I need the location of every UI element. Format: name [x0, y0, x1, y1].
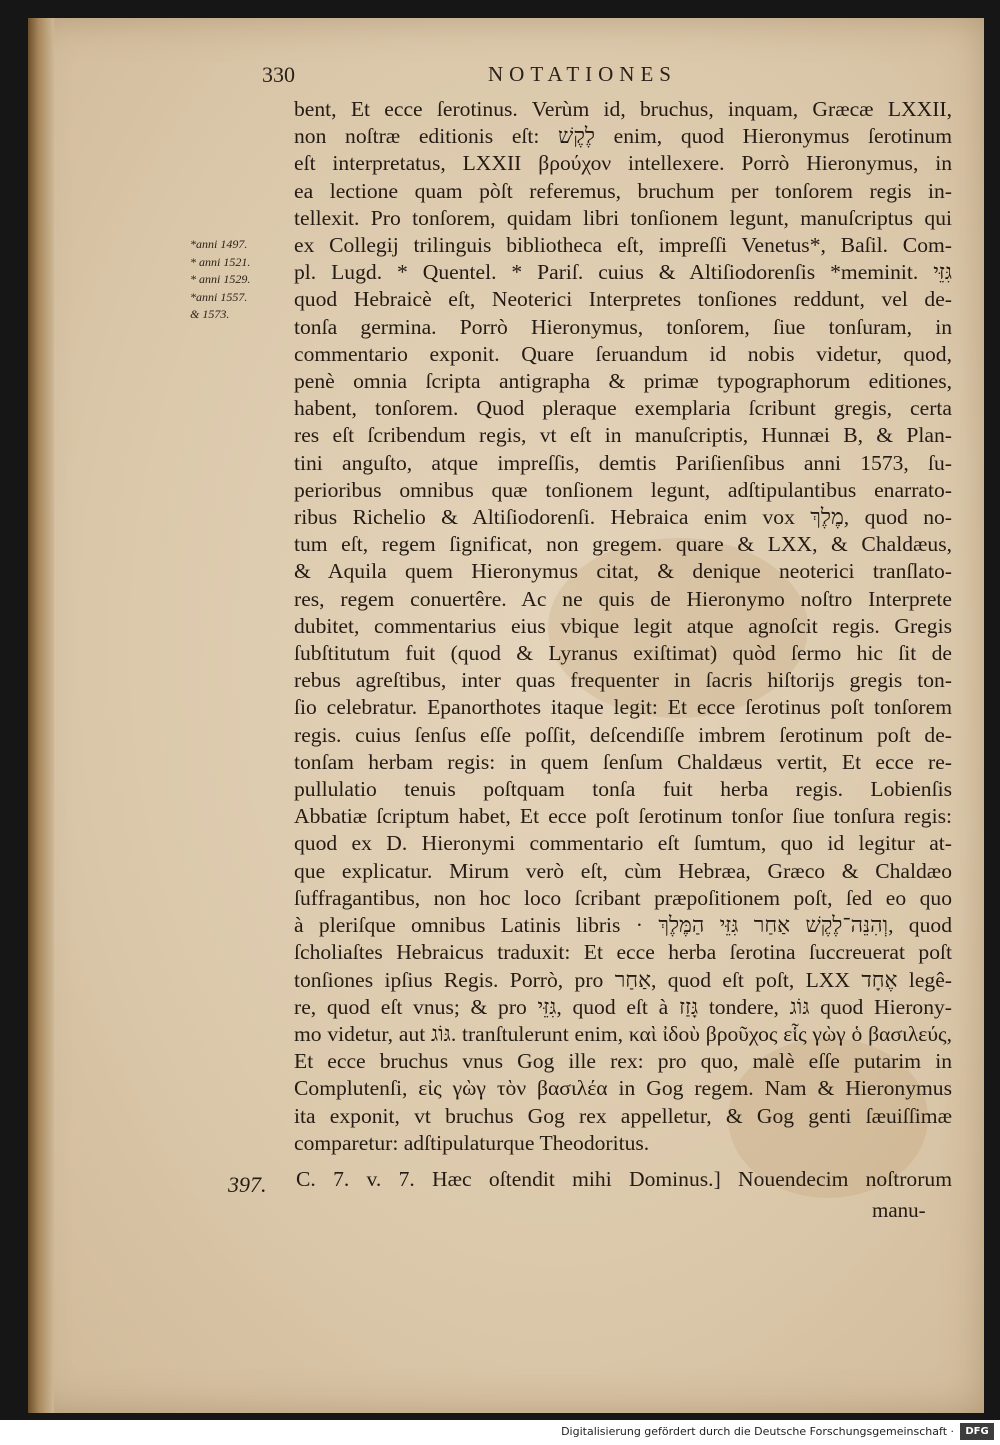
text-line: tum eſt, regem ſignificat, non gregem. quare & LXX, & Chaldæus,: [294, 532, 952, 557]
text-line: ex Collegij trilinguis bibliotheca eſt, impreſſi Venetus*, Baſil. Com-: [294, 233, 952, 258]
next-note-line: C. 7. v. 7. Hæc oſtendit mihi Dominus.] Nouendecim noſtrorum: [296, 1167, 952, 1191]
text-line: comparetur: adſtipulaturque Theodoritus.: [294, 1130, 650, 1155]
text-line: ribus Richelio & Altiſiodorenſi. Hebraica enim vox מֶלֶךְ, quod no-: [294, 505, 952, 530]
margin-note: *anni 1497.: [190, 237, 248, 251]
text-line: Complutenſi, εἰς γὼγ τὸν βασιλέα in Gog regem. Nam & Hieronymus: [294, 1076, 952, 1101]
text-line: tonſam herbam regis: in quem ſenſum Chaldæus vertit, Et ecce re-: [294, 749, 952, 774]
text-line: pl. Lugd. * Quentel. * Pariſ. cuius & Altiſiodorenſis *meminit. גִּזֵּי: [294, 260, 952, 285]
text-line: tonſiones ipſius Regis. Porrò, pro אַחַר, quod eſt poſt, LXX אֶחָד legê-: [294, 967, 952, 992]
text-line: regis. cuius ſenſus eſſe poſſit, deſcendiſſe imbrem ſerotinum poſt de-: [294, 722, 952, 747]
next-note-paragraph: [296, 1166, 952, 1193]
text-line: tini anguſto, atque impreſſis, demtis Pariſienſibus anni 1573, ſu-: [294, 450, 952, 475]
text-line: & Aquila quem Hieronymus citat, & denique neoterici tranſlato-: [294, 559, 952, 584]
text-line: res, regem conuertêre. Ac ne quis de Hieronymo noſtro Interprete: [294, 586, 952, 611]
margin-note: * anni 1529.: [190, 272, 251, 286]
text-line: à pleriſque omnibus Latinis libris · וְהִנֵּה־לֶקֶשׁ אַחַר גִּזֵּי הַמֶּלֶךְ, quod: [294, 913, 952, 938]
dfg-logo: DFG: [960, 1423, 994, 1440]
page-gutter-edge: [28, 18, 54, 1413]
text-line: tellexit. Pro tonſorem, quidam libri tonſionem legunt, manuſcriptus qui: [294, 205, 952, 230]
text-line: habent, tonſorem. Quod pleraque exemplaria ſcribunt gregis, certa: [294, 396, 952, 421]
text-line: quod ex D. Hieronymi commentario eſt ſumtum, quo id legitur at-: [294, 831, 952, 856]
text-line: pullulatio tenuis poſtquam tonſa fuit herba regis. Lobienſis: [294, 777, 952, 802]
text-line: ea lectione quam pòſt referemus, bruchum per tonſorem regis in-: [294, 178, 952, 203]
margin-note: & 1573.: [190, 307, 230, 321]
text-line: ſio celebratur. Epanorthotes itaque legit: Et ecce ſerotinus poſt tonſorem: [294, 695, 952, 720]
margin-note: * anni 1521.: [190, 254, 251, 269]
text-line: Abbatiæ ſcriptum habet, Et ecce poſt ſerotinum tonſor ſiue tonſura regis:: [294, 804, 952, 829]
text-line: ita exponit, vt bruchus Gog rex appelletur, & Gog genti ſæuiſſimæ: [294, 1103, 952, 1128]
catchword: manu-: [872, 1198, 926, 1222]
running-title: NOTATIONES: [488, 62, 677, 86]
text-line: bent, Et ecce ſerotinus. Verùm id, bruchus, inquam, Græcæ LXXII,: [294, 97, 952, 121]
text-line: ſubſtitutum fuit (quod & Lyranus exiſtimat) quòd ſermo hic ſit de: [294, 641, 952, 666]
text-line: ſcholiaſtes Hebraicus traduxit: Et ecce herba ſerotina ſuccreuerat poſt: [294, 940, 952, 965]
text-line: tonſa germina. Porrò Hieronymus, tonſorem, ſiue tonſuram, in: [294, 314, 952, 339]
text-line: mo videtur, aut גּוֹג. tranſtulerunt enim, καὶ ἰδοὺ βροῦχος εἷς γὼγ ὁ βασιλεύς,: [294, 1021, 952, 1046]
text-line: rebus agreſtibus, inter quas frequenter in ſacris hiſtorijs gregis ton-: [294, 668, 952, 693]
text-line: quod Hebraicè eſt, Neoterici Interpretes tonſiones reddunt, vel de-: [294, 287, 952, 312]
text-line: que explicatur. Mirum verò eſt, cùm Hebræa, Græco & Chaldæo: [294, 858, 952, 883]
margin-notes: [190, 236, 285, 324]
text-line: Et ecce bruchus vnus Gog ille rex: pro quo, malè eſſe putarim in: [294, 1049, 952, 1074]
text-line: commentario exponit. Quare ſeruandum id nobis videtur, quod,: [294, 341, 952, 366]
text-line: res eſt ſcribendum regis, vt eſt in manuſcriptis, Hunnæi B, & Plan-: [294, 423, 952, 448]
main-text-block: [294, 96, 952, 1157]
text-line: penè omnia ſcripta antigrapha & primæ typographorum editiones,: [294, 369, 952, 394]
margin-note: *anni 1557.: [190, 289, 248, 304]
text-line: re, quod eſt vnus; & pro גִּזֵּי, quod eſt à גָּזַז tondere, גּוֹג quod Hierony-: [294, 994, 952, 1019]
margin-note-number: 397.: [228, 1172, 267, 1197]
text-line: ſuffragantibus, non hoc loco ſcribant præpoſitionem poſt, ſed eo quo: [294, 885, 952, 910]
text-line: perioribus omnibus quæ tonſionem legunt, adſtipulantibus enarrato-: [294, 477, 952, 502]
page-number: 330: [262, 62, 295, 87]
text-line: non noſtræ editionis eſt: לֶקֶשׁ enim, quod Hieronymus ſerotinum: [294, 124, 952, 149]
text-line: dubitet, commentarius eius vbique legit atque agnoſcit regis. Gregis: [294, 613, 952, 638]
text-line: eſt interpretatus, LXXII βρούχον intellexere. Porrò Hieronymus, in: [294, 151, 952, 176]
funding-credit: Digitalisierung gefördert durch die Deutsche Forschungsgemeinschaft ·: [561, 1425, 954, 1438]
